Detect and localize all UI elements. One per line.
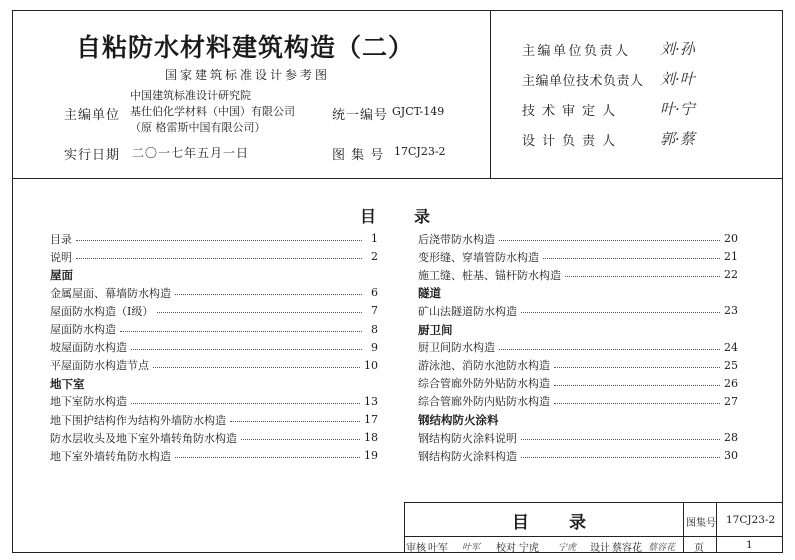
effective-date: 二〇一七年五月一日: [132, 146, 250, 160]
toc-entry[interactable]: [50, 447, 378, 464]
toc-entry[interactable]: [50, 429, 378, 446]
check-label: 校对: [496, 543, 516, 554]
atlas-no-label: 图 集 号: [332, 148, 385, 163]
toc-section-heading: 厨卫间: [418, 322, 453, 337]
document-title: 自粘防水材料建筑构造（二）: [76, 33, 415, 62]
toc-entry-page: 26: [724, 376, 738, 390]
toc-entry[interactable]: [418, 339, 738, 356]
toc-entry-title: 厨卫间防水构造: [418, 341, 495, 355]
toc-entry-page: 30: [724, 449, 738, 463]
toc-entry[interactable]: [50, 248, 378, 265]
toc-entry[interactable]: [50, 321, 378, 338]
toc-entry-title: 综合管廊外防外贴防水构造: [418, 377, 550, 391]
chief-unit-3: （原 格雷斯中国有限公司）: [130, 121, 266, 134]
toc-entry[interactable]: [50, 284, 378, 301]
reviewer-name: 叶军: [428, 543, 448, 554]
toc-entry-page: 13: [364, 394, 378, 408]
toc-entry-title: 屋面防水构造: [50, 323, 116, 336]
toc-leader-dots: [175, 294, 362, 295]
responsible-label-4: 设计负责人: [522, 134, 623, 149]
toc-entry-page: 8: [371, 322, 378, 336]
toc-entry[interactable]: [418, 230, 738, 247]
toc-entry[interactable]: [418, 357, 738, 374]
toc-entry-page: 10: [364, 358, 378, 372]
responsible-label-2: 主编单位技术负责人: [522, 74, 644, 89]
sheet-title: 目录: [512, 513, 626, 533]
toc-entry-title: 钢结构防火涂料构造: [418, 449, 517, 463]
chief-unit-2: 基仕伯化学材料（中国）有限公司: [130, 105, 295, 118]
toc-entry-title: 屋面防水构造（Ⅰ级）: [50, 304, 154, 318]
designer-name: 蔡容花: [612, 543, 642, 554]
title-block-mid-rule: [404, 536, 783, 537]
toc-entry[interactable]: [50, 393, 378, 410]
title-block-rule-a: [683, 502, 684, 553]
toc-entry-title: 地下室防水构造: [50, 395, 127, 409]
design-label: 设计: [590, 543, 610, 554]
signature-1: 刘·孙: [660, 40, 695, 58]
toc-entry-page: 23: [724, 304, 738, 318]
toc-heading: 目录: [360, 207, 469, 226]
toc-section-heading: 隧道: [418, 286, 441, 301]
toc-entry-title: 地下围护结构作为结构外墙防水构造: [50, 413, 226, 427]
toc-leader-dots: [499, 240, 720, 241]
toc-entry-title: 钢结构防火涂料说明: [418, 431, 517, 445]
toc-entry[interactable]: [418, 447, 738, 464]
toc-entry-title: 坡屋面防水构造: [50, 341, 127, 355]
toc-entry-page: 25: [724, 358, 738, 372]
toc-leader-dots: [554, 385, 720, 386]
header-bottom-rule: [12, 178, 783, 179]
toc-entry-page: 7: [371, 304, 378, 318]
responsible-label-3: 技术审定人: [522, 104, 623, 119]
toc-entry[interactable]: [418, 393, 738, 410]
chief-unit-1: 中国建筑标准设计研究院: [130, 89, 251, 102]
signature-4: 郭·蔡: [660, 130, 695, 148]
toc-section-heading: 地下室: [50, 376, 85, 391]
toc-entry-page: 21: [724, 250, 738, 264]
toc-leader-dots: [175, 457, 360, 458]
toc-entry-title: 说明: [50, 250, 72, 264]
toc-entry-title: 平屋面防水构造节点: [50, 359, 149, 373]
toc-leader-dots: [153, 367, 360, 368]
toc-entry-page: 1: [371, 232, 378, 245]
toc-entry-title: 游泳池、消防水池防水构造: [418, 359, 550, 373]
toc-entry-title: 地下室外墙转角防水构造: [50, 449, 171, 463]
toc-leader-dots: [521, 312, 720, 313]
unified-code: GJCT-149: [392, 105, 445, 118]
toc-section-heading: 屋面: [50, 268, 73, 283]
toc-leader-dots: [120, 331, 362, 332]
reviewer-signature: 叶军: [462, 543, 481, 553]
document-subtitle: 国家建筑标准设计参考图: [165, 68, 331, 82]
toc-leader-dots: [499, 349, 720, 350]
toc-entry-page: 17: [364, 413, 378, 426]
toc-entry-page: 27: [724, 394, 738, 408]
page-label: 页: [694, 543, 704, 554]
toc-entry[interactable]: [50, 411, 378, 428]
toc-section-heading: 钢结构防火涂料: [418, 413, 499, 427]
toc-leader-dots: [76, 258, 362, 259]
checker-name: 宁虎: [519, 543, 539, 554]
toc-entry[interactable]: [418, 429, 738, 446]
toc-entry-title: 矿山法隧道防水构造: [418, 304, 517, 318]
toc-leader-dots: [230, 421, 360, 422]
toc-entry[interactable]: [418, 266, 738, 283]
toc-entry-title: 变形缝、穿墙管防水构造: [418, 250, 539, 264]
toc-leader-dots: [131, 403, 360, 404]
toc-entry-page: 2: [371, 250, 378, 264]
atlas-no: 17CJ23-2: [394, 145, 446, 158]
toc-entry[interactable]: [418, 375, 738, 392]
toc-leader-dots: [554, 367, 720, 368]
toc-entry[interactable]: [418, 302, 738, 319]
toc-entry-page: 19: [364, 449, 378, 463]
toc-entry-title: 目录: [50, 232, 72, 246]
toc-entry-title: 防水层收头及地下室外墙转角防水构造: [50, 431, 237, 445]
toc-leader-dots: [131, 349, 362, 350]
toc-entry-page: 22: [724, 268, 738, 282]
toc-entry-page: 9: [371, 340, 378, 354]
toc-entry-title: 施工缝、桩基、锚杆防水构造: [418, 268, 561, 282]
page-number: 1: [746, 539, 753, 551]
effective-date-label: 实行日期: [64, 148, 121, 163]
unified-code-label: 统一编号: [332, 108, 389, 123]
toc-leader-dots: [521, 457, 720, 458]
toc-entry-title: 后浇带防水构造: [418, 232, 495, 246]
toc-entry[interactable]: [418, 248, 738, 265]
title-block-top-rule: [404, 502, 783, 503]
toc-entry-page: 18: [364, 431, 378, 445]
review-label: 审核: [406, 543, 426, 554]
header-divider: [490, 10, 491, 178]
title-block-rule-b: [716, 502, 717, 553]
toc-leader-dots: [241, 439, 360, 440]
toc-entry[interactable]: [50, 302, 378, 319]
designer-signature: 蔡容花: [648, 543, 676, 553]
title-block-atlas-no: 17CJ23-2: [726, 514, 776, 526]
toc-entry-page: 20: [724, 232, 738, 245]
checker-signature: 宁虎: [558, 543, 577, 553]
toc-entry[interactable]: [50, 230, 378, 247]
toc-entry-page: 24: [724, 340, 738, 354]
toc-entry-page: 28: [724, 431, 738, 445]
toc-leader-dots: [543, 258, 720, 259]
chief-unit-label: 主编单位: [64, 108, 121, 123]
toc-leader-dots: [554, 403, 720, 404]
atlas-label: 图集号: [686, 518, 716, 529]
toc-entry-title: 综合管廊外防内贴防水构造: [418, 395, 550, 409]
toc-entry[interactable]: [50, 339, 378, 356]
toc-leader-dots: [565, 276, 720, 277]
toc-leader-dots: [521, 439, 720, 440]
toc-entry-page: 6: [371, 286, 378, 300]
toc-leader-dots: [76, 240, 362, 241]
signature-2: 刘·叶: [660, 70, 695, 88]
toc-entry-title: 金属屋面、幕墙防水构造: [50, 286, 171, 300]
toc-leader-dots: [157, 312, 362, 313]
signature-3: 叶·宁: [660, 100, 695, 118]
title-block-left-rule: [404, 502, 405, 553]
toc-entry[interactable]: [50, 357, 378, 374]
responsible-label-1: 主编单位负责人: [522, 44, 631, 59]
